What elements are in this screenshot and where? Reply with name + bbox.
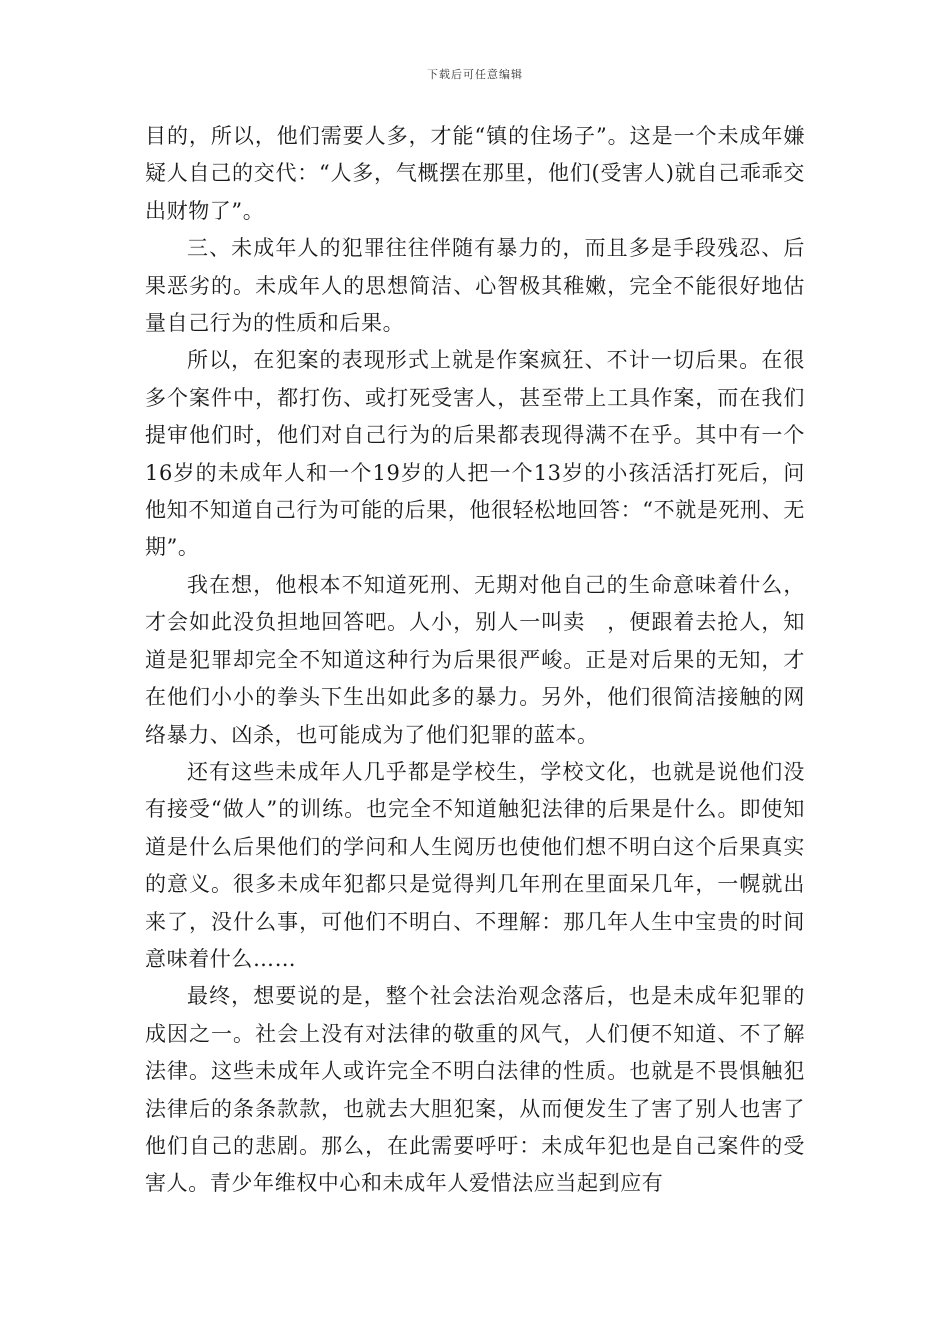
paragraph: 目的，所以，他们需要人多，才能“镇的住场子”。这是一个未成年嫌疑人自己的交代：“人多，气概摆在那里，他们(受害人)就自己乖乖交出财物了”。 [145, 124, 805, 223]
paragraph: 所以，在犯案的表现形式上就是作案疯狂、不计一切后果。在很多个案件中，都打伤、或打死受害人，甚至带上工具作案，而在我们提审他们时，他们对自己行为的后果都表现得满不在乎。其中有一个16岁的未成年人和一个19岁的人把一个13岁的小孩活活打死后，问他知不知道自己行为可能的后果，他很轻松地回答：“不就是死刑、无期”。 [145, 348, 805, 560]
document-body [145, 118, 805, 1203]
paragraph: 还有这些未成年人几乎都是学校生，学校文化，也就是说他们没有接受“做人”的训练。也完全不知道触犯法律的后果是什么。即使知道是什么后果他们的学问和人生阅历也使他们想不明白这个后果真实的意义。很多未成年犯都只是觉得判几年刑在里面呆几年，一幌就出来了，没什么事，可他们不明白、不理解：那几年人生中宝贵的时间意味着什么…… [145, 759, 805, 971]
page-header: 下载后可任意编辑 [427, 68, 523, 81]
paragraph: 三、未成年人的犯罪往往伴随有暴力的，而且多是手段残忍、后果恶劣的。未成年人的思想简洁、心智极其稚嫩，完全不能很好地估量自己行为的性质和后果。 [145, 236, 805, 336]
paragraph: 我在想，他根本不知道死刑、无期对他自己的生命意味着什么，才会如此没负担地回答吧。人小，别人一叫卖 ，便跟着去抢人，知道是犯罪却完全不知道这种行为后果很严峻。正是对后果的无知，才在他们小小的拳头下生出如此多的暴力。另外，他们很简洁接触的网络暴力、凶杀，也可能成为了他们犯罪的蓝本。 [145, 572, 805, 747]
paragraph: 最终，想要说的是，整个社会法治观念落后，也是未成年犯罪的成因之一。社会上没有对法律的敬重的风气，人们便不知道、不了解法律。这些未成年人或许完全不明白法律的性质。也就是不畏惧触犯法律后的条条款款，也就去大胆犯案，从而便发生了害了别人也害了他们自己的悲剧。那么，在此需要呼吁：未成年犯也是自己案件的受害人。青少年维权中心和未成年人爱惜法应当起到应有 [145, 984, 805, 1196]
